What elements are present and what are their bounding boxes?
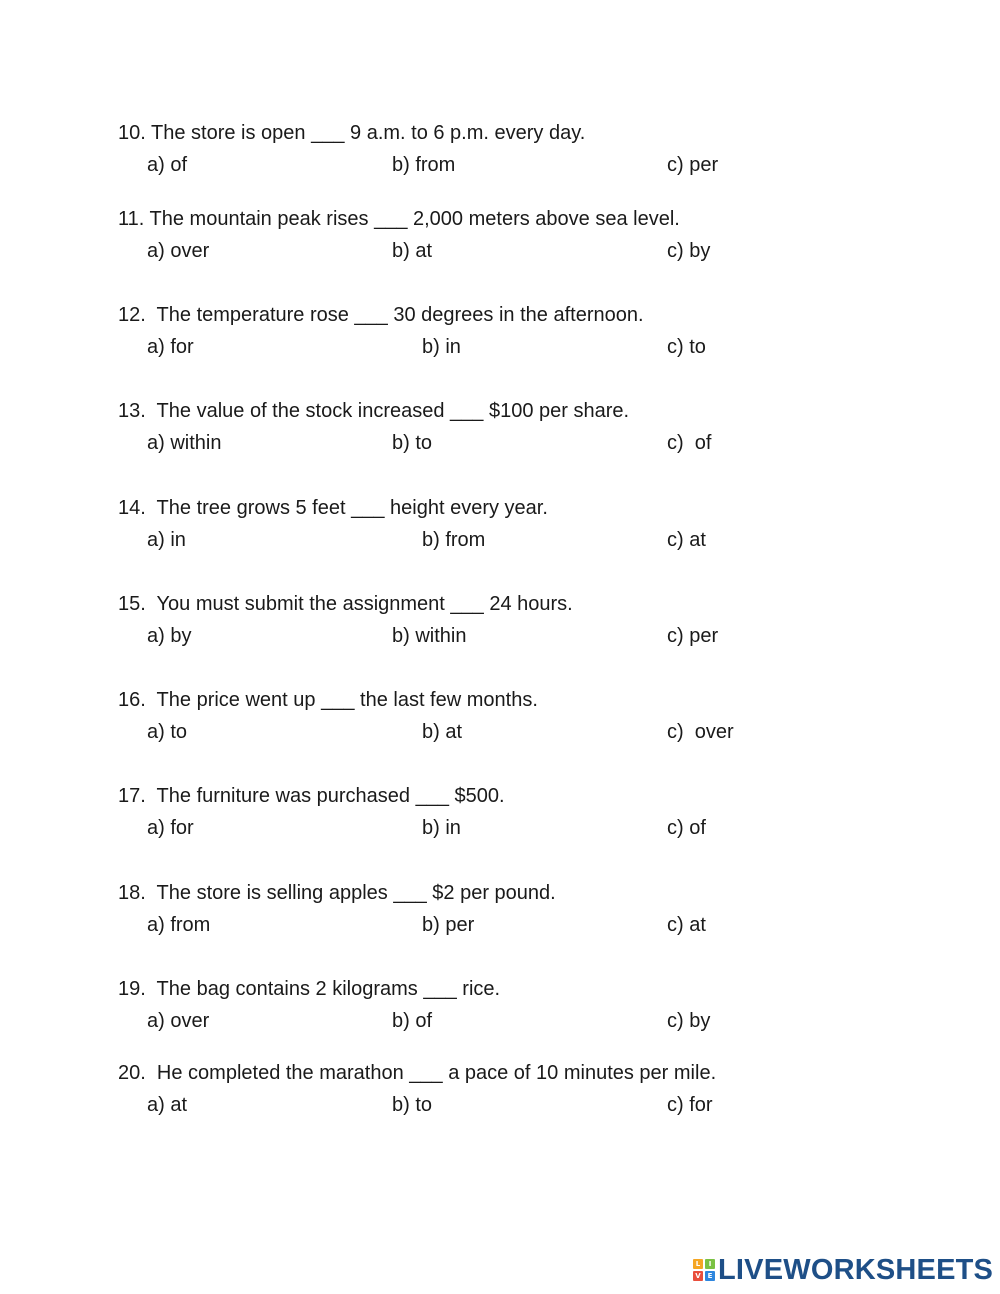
question-12-option-a[interactable]: a) for [147,336,194,358]
question-11-option-a[interactable]: a) over [147,240,210,262]
question-11-option-c[interactable]: c) by [667,240,711,262]
question-16-option-a[interactable]: a) to [147,721,188,743]
question-12-option-b[interactable]: b) in [422,336,461,358]
question-20-option-c[interactable]: c) for [667,1094,713,1116]
question-17-option-a[interactable]: a) for [147,817,194,839]
question-11-option-b[interactable]: b) at [392,240,433,262]
question-13-option-c[interactable]: c) of [667,432,712,454]
question-20-option-a[interactable]: a) at [147,1094,188,1116]
question-15-option-a[interactable]: a) by [147,625,192,647]
question-20-prompt: 20. He completed the marathon ___ a pace of 10 minutes per mile. [118,1062,717,1084]
question-10-option-c[interactable]: c) per [667,154,719,176]
question-18-option-b[interactable]: b) per [422,914,475,936]
question-16-option-c[interactable]: c) over [667,721,734,743]
question-16-option-b[interactable]: b) at [422,721,463,743]
logo-letter-l: L [693,1259,703,1269]
question-17-prompt: 17. The furniture was purchased ___ $500. [118,785,505,807]
liveworksheets-brand [693,1255,993,1285]
question-16-prompt: 16. The price went up ___ the last few months. [118,689,538,711]
question-14-option-a[interactable]: a) in [147,529,186,551]
liveworksheets-wordmark: LIVEWORKSHEETS [718,1254,994,1286]
logo-letter-e: E [705,1271,715,1281]
question-17-option-b[interactable]: b) in [422,817,461,839]
question-13-option-a[interactable]: a) within [147,432,222,454]
question-13-prompt: 13. The value of the stock increased ___ $100 per share. [118,400,630,422]
question-10-prompt: 10. The store is open ___ 9 a.m. to 6 p.m. every day. [118,122,586,144]
question-19-option-b[interactable]: b) of [392,1010,433,1032]
question-19-prompt: 19. The bag contains 2 kilograms ___ rice. [118,978,501,1000]
question-10-option-a[interactable]: a) of [147,154,188,176]
question-10-option-b[interactable]: b) from [392,154,456,176]
question-18-prompt: 18. The store is selling apples ___ $2 per pound. [118,882,556,904]
question-17-option-c[interactable]: c) of [667,817,706,839]
question-15-option-b[interactable]: b) within [392,625,467,647]
question-19-option-a[interactable]: a) over [147,1010,210,1032]
question-13-option-b[interactable]: b) to [392,432,433,454]
question-14-prompt: 14. The tree grows 5 feet ___ height every year. [118,497,548,519]
question-15-option-c[interactable]: c) per [667,625,719,647]
question-14-option-b[interactable]: b) from [422,529,486,551]
question-15-prompt: 15. You must submit the assignment ___ 24 hours. [118,593,573,615]
logo-letter-v: V [693,1271,703,1281]
question-12-option-c[interactable]: c) to [667,336,706,358]
question-20-option-b[interactable]: b) to [392,1094,433,1116]
question-19-option-c[interactable]: c) by [667,1010,711,1032]
question-18-option-c[interactable]: c) at [667,914,706,936]
liveworksheets-logo-icon [693,1259,715,1281]
question-14-option-c[interactable]: c) at [667,529,706,551]
question-12-prompt: 12. The temperature rose ___ 30 degrees in the afternoon. [118,304,644,326]
question-18-option-a[interactable]: a) from [147,914,211,936]
question-11-prompt: 11. The mountain peak rises ___ 2,000 meters above sea level. [118,208,680,230]
logo-letter-i: I [705,1259,715,1269]
